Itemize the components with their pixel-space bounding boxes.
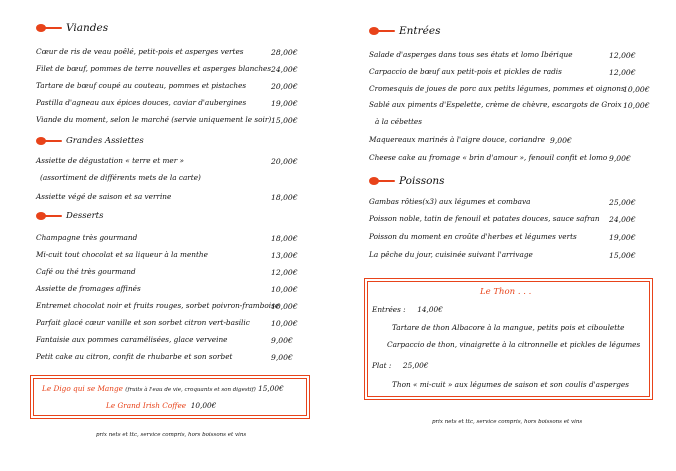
section-desserts	[36, 211, 103, 221]
menu-price: 19,00€	[609, 233, 636, 242]
thon-plat-label: Plat :	[372, 361, 392, 370]
menu-item: Café ou thé très gourmand	[36, 267, 136, 276]
menu-item: Viande du moment, selon le marché (servie uniquement le soir)	[36, 115, 272, 124]
menu-item: Champagne très gourmand	[36, 233, 138, 242]
menu-price: 12,00€	[271, 268, 298, 277]
section-entrees	[369, 25, 440, 37]
menu-price: 10,00€	[271, 302, 298, 311]
thon-title: Le Thon . . .	[480, 287, 532, 297]
thon-entrees-price: 14,00€	[417, 305, 443, 314]
menu-item-continuation: à la cébettes	[375, 117, 422, 126]
thon-entrees-label: Entrées :	[372, 305, 406, 314]
spoon-icon	[369, 27, 395, 35]
footnote: prix nets et ttc, service compris, hors boissons et vins	[432, 419, 583, 425]
menu-item: Assiette de dégustation « terre et mer »	[36, 156, 185, 165]
menu-price: 20,00€	[271, 157, 298, 166]
spoon-icon	[369, 177, 395, 185]
menu-price: 9,00€	[550, 136, 572, 145]
menu-item: Poisson du moment en croûte d'herbes et légumes verts	[369, 232, 577, 241]
spoon-icon	[36, 212, 62, 220]
section-title: Viandes	[66, 22, 109, 34]
menu-price: 19,00€	[271, 99, 298, 108]
menu-item: Fantaisie aux pommes caramélisées, glace verveine	[36, 335, 228, 344]
menu-item: Cheese cake au fromage « brin d'amour », fenouil confit et lomo	[369, 153, 608, 162]
menu-item: Cromesquis de joues de porc aux petits légumes, pommes et oignons	[369, 84, 625, 93]
thon-plat-price: 25,00€	[402, 361, 429, 370]
menu-price: 9,00€	[271, 336, 293, 345]
spoon-icon	[36, 137, 62, 145]
section-poissons	[369, 175, 445, 187]
menu-item-subtitle: (assortiment de différents mets de la carte)	[40, 173, 201, 182]
section-title: Poissons	[399, 175, 445, 187]
digo-name: Le Digo qui se Mange	[42, 384, 123, 393]
menu-item: Tartare de bœuf coupé au couteau, pommes et pistaches	[36, 81, 247, 90]
menu-item: La pêche du jour, cuisinée suivant l'arrivage	[369, 250, 533, 259]
menu-price: 18,00€	[271, 234, 298, 243]
menu-price: 24,00€	[271, 65, 298, 74]
menu-item: Parfait glacé cœur vanille et son sorbet citron vert-basilic	[36, 318, 250, 327]
menu-price: 9,00€	[271, 353, 293, 362]
menu-item: Maquereaux marinés à l'aigre douce, coriandre	[369, 135, 546, 144]
menu-item: Cœur de ris de veau poêlé, petit-pois et asperges vertes	[36, 47, 244, 56]
menu-price: 12,00€	[609, 51, 636, 60]
menu-price: 13,00€	[271, 251, 298, 260]
menu-item: Entremet chocolat noir et fruits rouges, sorbet poivron-framboise	[36, 301, 280, 310]
irish-coffee-line	[106, 401, 216, 411]
menu-price: 15,00€	[609, 251, 636, 260]
menu-price: 25,00€	[609, 198, 636, 207]
menu-item: Sablé aux piments d'Espelette, crème de chèvre, escargots de Groix	[369, 100, 622, 109]
irish-coffee-name: Le Grand Irish Coffee	[106, 401, 187, 410]
menu-price: 10,00€	[623, 85, 650, 94]
menu-item: Pastilla d'agneau aux épices douces, caviar d'aubergines	[36, 98, 247, 107]
menu-item: Assiette végé de saison et sa verrine	[36, 192, 172, 201]
menu-price: 24,00€	[609, 215, 636, 224]
menu-item: Filet de bœuf, pommes de terre nouvelles et asperges blanches	[36, 64, 272, 73]
menu-price: 20,00€	[271, 82, 298, 91]
menu-item: Mi-cuit tout chocolat et sa liqueur à la menthe	[36, 250, 208, 259]
section-viandes	[36, 22, 108, 34]
menu-item: Petit cake au citron, confit de rhubarbe et son sorbet	[36, 352, 233, 361]
menu-price: 15,00€	[271, 116, 298, 125]
section-title: Grandes Assiettes	[66, 136, 144, 146]
footnote: prix nets et ttc, service compris, hors boissons et vins	[96, 432, 247, 438]
spoon-icon	[36, 24, 62, 32]
irish-coffee-price: 10,00€	[190, 401, 217, 410]
menu-price: 28,00€	[271, 48, 298, 57]
menu-item: Assiette de fromages affinés	[36, 284, 141, 293]
digestif-box	[30, 375, 310, 419]
menu-price: 18,00€	[271, 193, 298, 202]
menu-item: Thon « mi-cuit » aux légumes de saison et son coulis d'asperges	[392, 380, 629, 389]
menu-price: 12,00€	[609, 68, 636, 77]
menu-item: Tartare de thon Albacore à la mangue, petits pois et ciboulette	[392, 323, 625, 332]
thon-plat-line	[372, 361, 428, 371]
menu-price: 10,00€	[271, 285, 298, 294]
menu-item: Gambas rôties(x3) aux légumes et combava	[369, 197, 531, 206]
thon-entrees-line	[372, 305, 443, 315]
digo-desc: (fruits à l'eau de vie, croquants et son digestif)	[125, 387, 256, 393]
menu-item: Poisson noble, tatin de fenouil et patates douces, sauce safran	[369, 214, 600, 223]
section-title: Entrées	[399, 25, 441, 37]
section-title: Desserts	[66, 211, 104, 221]
menu-item: Salade d'asperges dans tous ses états et lomo Ibérique	[369, 50, 573, 59]
menu-item: Carpaccio de thon, vinaigrette à la citronnelle et pickles de légumes	[387, 340, 641, 349]
section-grandes-assiettes	[36, 136, 144, 146]
digo-price: 15,00€	[258, 384, 284, 393]
menu-price: 10,00€	[623, 101, 650, 110]
menu-price: 9,00€	[609, 154, 631, 163]
menu-price: 10,00€	[271, 319, 298, 328]
digo-line	[42, 384, 284, 395]
menu-item: Carpaccio de bœuf aux petit-pois et pickles de radis	[369, 67, 562, 76]
